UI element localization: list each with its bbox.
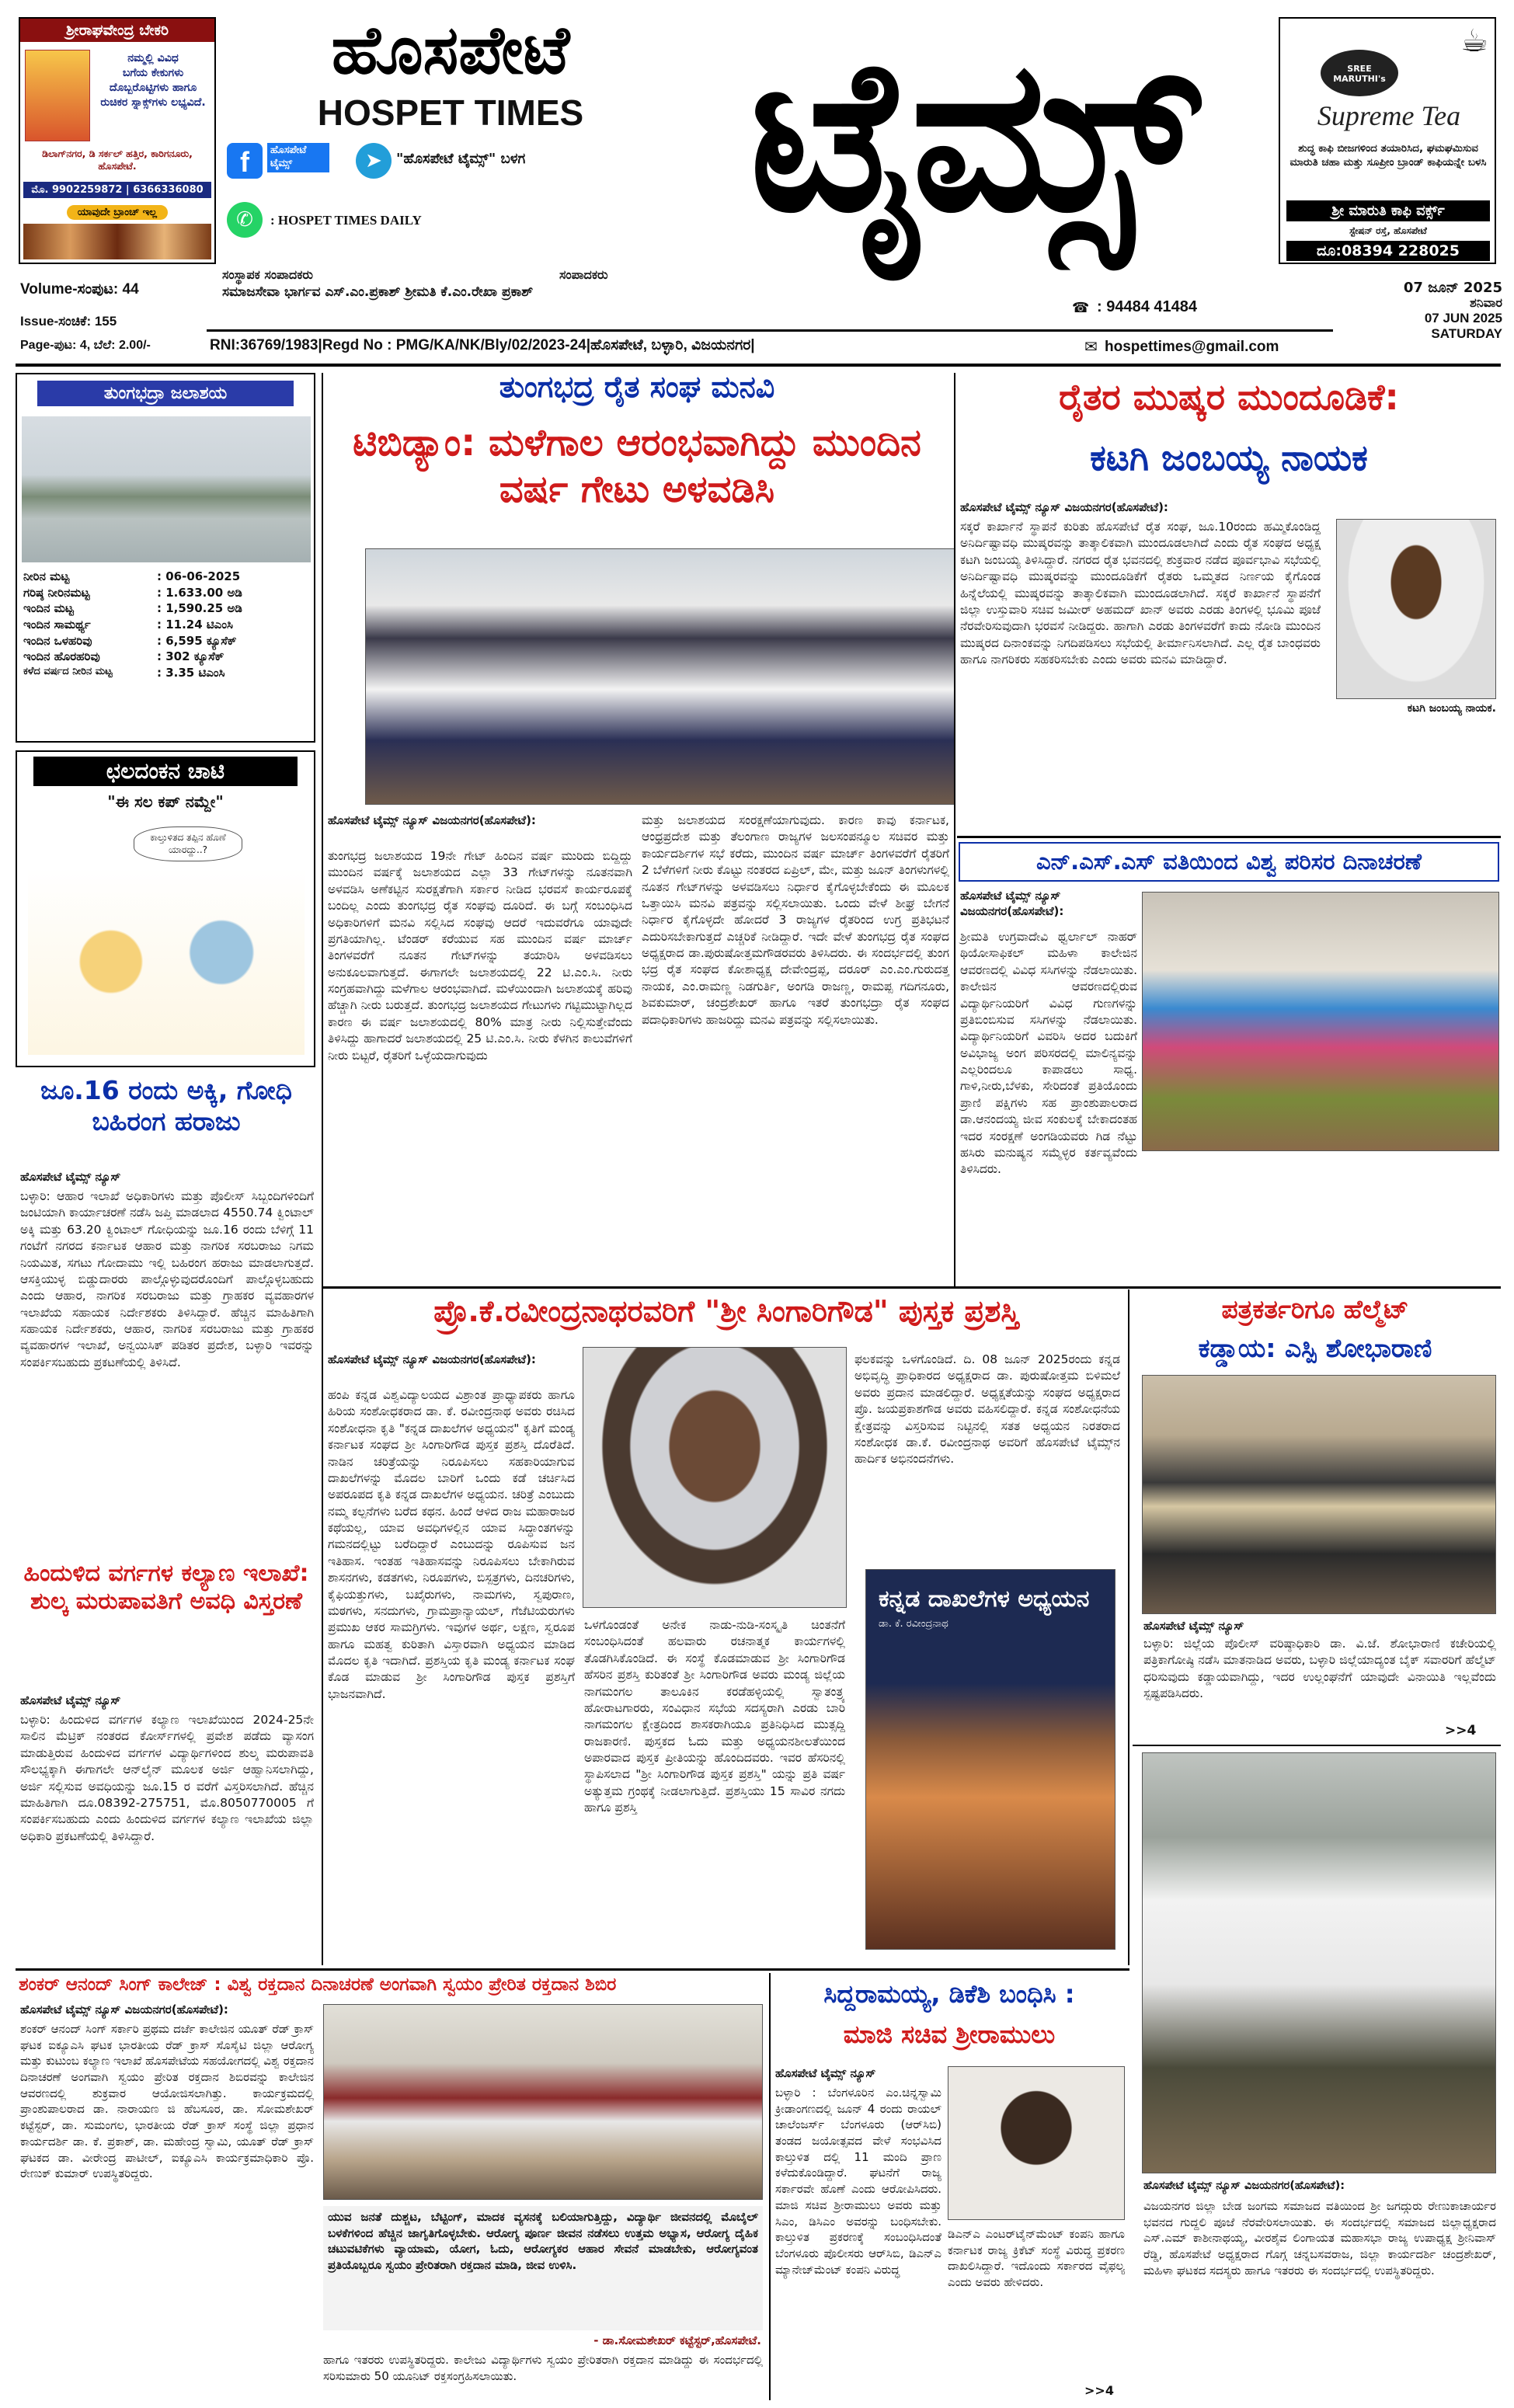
dam-photo xyxy=(22,416,311,562)
strike-text: ಸಕ್ಕರೆ ಕಾರ್ಖಾನೆ ಸ್ಥಾಪನೆ ಕುರಿತು ಹೊಸಪೇಟೆ ರೈತ ಸಂಘ, ಜೂ.10ರಂದು ಹಮ್ಮಿಕೊಂಡಿದ್ದ ಅನಿರ್ದಿಷ್ಟಾವಧಿ ಮುಷ್ಕರವನ್ನು ತಾತ್ಕಾಲಿಕವಾಗಿ ಮುಂದೂಡಲಾಗಿದೆ ಎಂದು ರೈತ ಸಂಘದ ಅಧ್ಯಕ್ಷ ಕಟಗಿ ಜಂಬಯ್ಯ ತಿಳಿಸಿದ್ದಾರೆ. ನಗರದ ರೈತ ಭವನದಲ್ಲಿ ಶುಕ್ರವಾರ ನಡೆದ ಪೂರ್ವಭಾವಿ ಸಭೆಯಲ್ಲಿ ಅನಿರ್ದಿಷ್ಟಾವಧಿ ಮುಷ್ಕರವನ್ನು ಮುಂದೂಡಿಕೆಗೆ ರೈತರು ಒಮ್ಮತದ ನಿರ್ಣಯ ಕೈಗೊಂಡ ಹಿನ್ನೆಲೆಯಲ್ಲಿ ಮುಷ್ಕರವನ್ನು ತಾತ್ಕಾಲಿಕವಾಗಿ ಮುಂದೂಡಲಾಗಿದೆ. ಸಕ್ಕರೆ ಕಾರ್ಖಾನೆ ಸ್ಥಾಪನೆಗೆ ಜಿಲ್ಲಾ ಉಸ್ತುವಾರಿ ಸಚಿವ ಜಮೀರ್ ಅಹಮದ್ ಖಾನ್ ಅವರು ಎರಡು ತಿಂಗಳಲ್ಲಿ ಭೂಮಿ ಪೂಜೆ ನೆರವೇರಿಸುವುದಾಗಿ ಭರವಸೆ ನೀಡಿದ್ದರು. ಹಾಗಾಗಿ ಎರಡು ತಿಂಗಳವರೆಗೆ ಕಾದು ನೋಡಿ ಮುಂದಿನ ಮುಷ್ಕರದ ದಿನಾಂಕವನ್ನು ನಿಗದಿಪಡಿಸಲು ಸಭೆಯಲ್ಲಿ ತೀರ್ಮಾನಿಸಲಾಗಿದೆ. ಎಲ್ಲ ರೈತ ಬಾಂಧವರು ಹಾಗೂ ನಾಗರಿಕರು ಸಹಕರಿಸಬೇಕು ಎಂದು ಅವರು ಮನವಿ ಮಾಡಿದ್ದಾರೆ. xyxy=(960,520,1321,666)
tb-headline: ಟಿಬಿಡ್ಯಾಂ: ಮಳೆಗಾಲ ಆರಂಭವಾಗಿದ್ದು ಮುಂದಿನ ವರ್ಷ ಗೇಟು ಅಳವಡಿಸಿ xyxy=(353,421,921,511)
sriramulu-photo xyxy=(948,2066,1125,2220)
volume: Volume-ಸಂಪುಟ: 44 xyxy=(20,281,139,298)
blood-text: ಶಂಕರ್ ಆನಂದ್ ಸಿಂಗ್ ಸರ್ಕಾರಿ ಪ್ರಥಮ ದರ್ಜೆ ಕಾಲೇಜಿನ ಯೂತ್ ರೆಡ್ ಕ್ರಾಸ್ ಘಟಕ ಐಕ್ಯೂಎಸಿ ಘಟಕ ಭಾರತೀಯ ರೆಡ್ ಕ್ರಾಸ್ ಸೊಸೈಟಿ ಜಿಲ್ಲಾ ಆರೋಗ್ಯ ಮತ್ತು ಕುಟುಂಬ ಕಲ್ಯಾಣ ಇಲಾಖೆ ಹೊಸಪೇಟೆಯ ಸಹಯೋಗದಲ್ಲಿ ವಿಶ್ವ ರಕ್ತದಾನ ದಿನಾಚರಣೆ ಅಂಗವಾಗಿ ಸ್ವಯಂ ಪ್ರೇರಿತ ರಕ್ತದಾನ ಶಿಬಿರವನ್ನು ಕಾಲೇಜಿನ ಆವರಣದಲ್ಲಿ ಶುಕ್ರವಾರ ಆಯೋಜಿಸಲಾಗಿತ್ತು. ಕಾರ್ಯಕ್ರಮದಲ್ಲಿ ಪ್ರಾಂಶುಪಾಲರಾದ ಡಾ. ನಾರಾಯಣ ಜಿ ಹೆಬಸೂರ, ಡಾ. ಸೋಮಶೇಖರ್ ಕಟ್ಟೆಸ್ಟರ್, ಡಾ. ಸುಮಂಗಲ, ಭಾರತೀಯ ರೆಡ್ ಕ್ರಾಸ್ ಸಂಸ್ಥೆ ಜಿಲ್ಲಾ ಪ್ರಧಾನ ಕಾರ್ಯದರ್ಶಿ ಡಾ. ಕೆ. ಪ್ರಕಾಶ್, ಡಾ. ಮಹೇಂದ್ರ ಸ್ವಾಮಿ, ಯೂತ್ ರೆಡ್ ಕ್ರಾಸ್ ಘಟಕದ ಡಾ. ವೀರೇಂದ್ರ ಪಾಟೀಲ್, ಐಕ್ಯೂಎಸಿ ಕಾರ್ಯಕ್ರಮಾಧಿಕಾರಿ ಪ್ರೊ. ರೇಣುಕ್ ಕುಮಾರ್ ಉಪಸ್ಥಿತರಿದ್ದರು. xyxy=(20,2022,314,2181)
sriramulu-continued: >>4 xyxy=(1084,2383,1114,2398)
dam-row-label: ನೀರಿನ ಮಟ್ಟ xyxy=(23,569,70,583)
tea-name: Supreme Tea xyxy=(1317,100,1461,131)
dam-row xyxy=(23,665,311,681)
helmet-headline-1: ಪತ್ರಕರ್ತರಿಗೂ ಹೆಲ್ಮೆಟ್ xyxy=(1221,1294,1409,1324)
dam-row-value: : 1,590.25 ಅಡಿ xyxy=(157,601,242,616)
award-col3: ಫಲಕವನ್ನು ಒಳಗೊಂಡಿದೆ. ದಿ. 08 ಜೂನ್ 2025ರಂದು ಕನ್ನಡ ಅಭಿವೃದ್ಧಿ ಪ್ರಾಧಿಕಾರದ ಅಧ್ಯಕ್ಷರಾದ ಡಾ. ಪುರುಷೋತ್ತಮ ಬಿಳಿಮಲೆ ಅವರು ಪ್ರದಾನ ಮಾಡಲಿದ್ದಾರೆ. ಅಧ್ಯಕ್ಷತೆಯನ್ನು ಸಂಘದ ಅಧ್ಯಕ್ಷರಾದ ಪ್ರೊ. ಜಯಪ್ರಕಾಶಗೌಡ ಅವರು ವಹಿಸಲಿದ್ದಾರೆ. ಕನ್ನಡ ಸಂಶೋಧನೆಯ ಕ್ಷೇತ್ರವನ್ನು ವಿಸ್ತರಿಸುವ ನಿಟ್ಟಿನಲ್ಲಿ ಸತತ ಅಧ್ಯಯನ ನಿರತರಾದ ಸಂಶೋಧಕ ಡಾ.ಕೆ. ರವೀಂದ್ರನಾಥ ಅವರಿಗೆ ಹೊಸಪೇಟೆ ಟೈಮ್ಸ್‌ನ ಹಾರ್ದಿಕ ಅಭಿನಂದನೆಗಳು. xyxy=(854,1352,1120,1467)
date-kannada: 07 ಜೂನ್ 2025 xyxy=(1403,280,1502,296)
nss-text: ಶ್ರೀಮತಿ ಉಗ್ರವಾದೇವಿ ಥ್ವರ್ಲಾಲ್ ನಾಹರ್ ಥಿಯೋಸಾಫಿಕಲ್ ಮಹಿಳಾ ಕಾಲೇಜಿನ ಆವರಣದಲ್ಲಿ ವಿವಿಧ ಸಸಿಗಳನ್ನು ನೆಡಲಾಯಿತು. ಕಾಲೇಜಿನ ಆವರಣದಲ್ಲಿರುವ ವಿದ್ಯಾರ್ಥಿನಿಯರಿಗೆ ವಿವಿಧ ಗುಣಗಳನ್ನು ಪ್ರತಿಬಿಂಬಿಸುವ ಸಸಿಗಳನ್ನು ನೆಡಲಾಯಿತು. ವಿದ್ಯಾರ್ಥಿನಿಯರಿಗೆ ವಿವರಿಸಿ ಅದರ ಬದುಕಿಗೆ ಅವಿಭಾಜ್ಯ ಅಂಗ ಪರಿಸರದಲ್ಲಿ ಮಾಲಿನ್ಯವನ್ನು ಎಲ್ಲರಿಂದಲೂ ಕಾಪಾಡಲು ಸಾಧ್ಯ. ಗಾಳಿ,ನೀರು,ಬೆಳಕು, ಸೇರಿದಂತೆ ಪ್ರತಿಯೊಂದು ಪ್ರಾಣಿ ಪಕ್ಷಿಗಳು ಸಹ ಪ್ರಾಂಶುಪಾಲರಾದ ಡಾ.ಆನಂದಯ್ಯ ಜೀವ ಸಂಕುಲಕ್ಕೆ ಬೇಕಾದಂತಹ ಇದರ ಸಂರಕ್ಷಣೆ ಅಂಗಡಿಯವರು ಗಿಡ ನೆಟ್ಟು ಹಸಿರು ಮನುಷ್ಯನ ಸಮ್ಮೆಳ್ಳರ ಕರ್ತವ್ಯವೆಂದು ತಿಳಿಸಿದರು. xyxy=(960,930,1137,1177)
tb-kicker: ತುಂಗಭದ್ರ ರೈತ ಸಂಘ ಮನವಿ xyxy=(499,370,775,404)
registration: RNI:36769/1983|Regd No : PMG/KA/NK/Bly/02/2023-24|ಹೊಸಪೇಟೆ, ಬಳ್ಳಾರಿ, ವಿಜಯನಗರ| xyxy=(210,337,755,353)
dam-row-label: ಕಳೆದ ವರ್ಷದ ನೀರಿನ ಮಟ್ಟ xyxy=(23,666,113,678)
sriramulu-byline: ಹೊಸಪೇಟೆ ಟೈಮ್ಸ್ ನ್ಯೂಸ್ xyxy=(775,2066,876,2080)
dam-row-value: : 3.35 ಟಿಎಂಸಿ xyxy=(157,666,225,680)
helmet-headline-2: ಕಡ್ಡಾಯ: ಎಸ್ಪಿ ಶೋಭಾರಾಣಿ xyxy=(1198,1333,1432,1363)
bakery-phone: ಮೊ. 9902259872 | 6366336080 xyxy=(23,182,211,198)
dam-row-value: : 11.24 ಟಿಎಂಸಿ xyxy=(157,618,233,632)
whatsapp-label: : HOSPET TIMES DAILY xyxy=(270,213,422,228)
bakery-line: ನಮ್ಮಲ್ಲಿ ವಿವಿಧ xyxy=(127,52,179,64)
dam-row-label: ಇಂದಿನ ಒಳಹರಿವು xyxy=(23,633,92,648)
deity-image xyxy=(25,50,90,141)
whatsapp-icon[interactable]: ✆ xyxy=(227,202,263,238)
bhoomi-byline: ಹೊಸಪೇಟೆ ಟೈಮ್ಸ್ ನ್ಯೂಸ್ ವಿಜಯನಗರ(ಹೊಸಪೇಟೆ): xyxy=(1143,2180,1345,2192)
dam-row xyxy=(23,633,311,649)
cartoon-caption: "ಈ ಸಲ ಕಪ್ ನಮ್ದೇ" xyxy=(107,792,224,811)
dam-row xyxy=(23,600,311,617)
facebook-icon[interactable]: f xyxy=(227,143,263,179)
nss-byline: ಹೊಸಪೇಟೆ ಟೈಮ್ಸ್ ನ್ಯೂಸ್ ವಿಜಯನಗರ(ಹೊಸಪೇಟೆ): xyxy=(960,889,1064,918)
blood-headline: ಶಂಕರ್ ಆನಂದ್ ಸಿಂಗ್ ಕಾಲೇಜ್ : ವಿಶ್ವ ರಕ್ತದಾನ ದಿನಾಚರಣೆ ಅಂಗವಾಗಿ ಸ್ವಯಂ ಪ್ರೇರಿತ ರಕ್ತದಾನ ಶಿಬಿರ xyxy=(19,1975,617,1995)
strike-headline-1: ರೈತರ ಮುಷ್ಕರ ಮುಂದೂಡಿಕೆ: xyxy=(1059,376,1399,418)
helmet-photo xyxy=(1142,1375,1496,1614)
award-byline: ಹೊಸಪೇಟೆ ಟೈಮ್ಸ್ ನ್ಯೂಸ್ ವಿಜಯನಗರ(ಹೊಸಪೇಟೆ): xyxy=(328,1352,536,1366)
blood-quote-author: - ಡಾ.ಸೋಮಶೇಖರ್ ಕಟ್ಟೆಸ್ಟರ್,ಹೊಸಪೇಟೆ. xyxy=(593,2333,761,2347)
cartoon-illustration xyxy=(28,868,305,1055)
day-kannada: ಶನಿವಾರ xyxy=(1469,295,1502,311)
strike-photo-caption: ಕಟಗಿ ಜಂಬಯ್ಯ ನಾಯಕ. xyxy=(1407,702,1496,715)
dam-row-value: : 302 ಕ್ಯೂಸೆಕ್ xyxy=(157,649,224,664)
dam-row-value: : 6,595 ಕ್ಯೂಸೆಕ್ xyxy=(157,633,237,648)
bakery-tag: ಯಾವುದೇ ಬ್ರಾಂಚ್ ಇಲ್ಲ xyxy=(67,205,168,220)
sriramulu-col1: ಬಳ್ಳಾರಿ : ಬೆಂಗಳೂರಿನ ಎಂ.ಚಿನ್ನಸ್ವಾಮಿ ಕ್ರೀಡಾಂಗಣದಲ್ಲಿ ಜೂನ್ 4 ರಂದು ರಾಯಲ್ ಚಾಲೆಂಜರ್ಸ್ ಬೆಂಗಳೂರು (ಆರ್‌ಸಿಬಿ) ತಂಡದ ಜಯೋತ್ಸವದ ವೇಳೆ ಸಂಭವಿಸಿದ ಕಾಲ್ತುಳಿತ ದಲ್ಲಿ 11 ಮಂದಿ ಪ್ರಾಣ ಕಳೆದುಕೊಂಡಿದ್ದಾರೆ. ಘಟನೆಗೆ ರಾಜ್ಯ ಸರ್ಕಾರವೇ ಹೊಣೆ ಎಂದು ಆರೋಪಿಸಿದರು. ಮಾಜಿ ಸಚಿವ ಶ್ರೀರಾಮುಲು ಅವರು ಮತ್ತು ಸಿಎಂ, ಡಿಸಿಎಂ ಅವರನ್ನು ಬಂಧಿಸಬೇಕು. ಕಾಲ್ತುಳಿತ ಪ್ರಕರಣಕ್ಕೆ ಸಂಬಂಧಿಸಿದಂತೆ ಬೆಂಗಳೂರು ಪೊಲೀಸರು ಆರ್‌ಸಿಬಿ, ಡಿಎನ್‌ಎ ಮ್ಯಾನೇಜ್‌ಮೆಂಟ್ ಕಂಪನಿ ವಿರುದ್ಧ xyxy=(775,2086,941,2277)
dam-row-label: ಇಂದಿನ ಹೊರಹರಿವು xyxy=(23,649,100,664)
strike-headline-2: ಕಟಗಿ ಜಂಬಯ್ಯ ನಾಯಕ xyxy=(1090,437,1368,478)
strike-byline: ಹೊಸಪೇಟೆ ಟೈಮ್ಸ್ ನ್ಯೂಸ್ ವಿಜಯನಗರ(ಹೊಸಪೇಟೆ): xyxy=(960,500,1168,514)
cartoon-bubble: ಕಾಲ್ತುಳಿತದ ತಪ್ಪಿನ ಹೊಣೆ ಯಾರದ್ದು..? xyxy=(134,826,242,861)
dam-title: ತುಂಗಭದ್ರಾ ಜಲಾಶಯ xyxy=(37,381,294,406)
editor-label: ಸಂಪಾದಕರು xyxy=(559,267,608,282)
cartoon-box xyxy=(16,750,315,1067)
blood-photo xyxy=(323,2004,763,2200)
rice-text: ಬಳ್ಳಾರಿ: ಆಹಾರ ಇಲಾಖೆ ಅಧಿಕಾರಿಗಳು ಮತ್ತು ಪೊಲೀಸ್ ಸಿಬ್ಬಂದಿಗಳಿಂದಿಗೆ ಜಂಟಿಯಾಗಿ ಕಾರ್ಯಾಚರಣೆ ನಡೆಸಿ ಜಪ್ತಿ ಮಾಡಲಾದ 4550.74 ಕ್ವಿಂಟಾಲ್ ಅಕ್ಕಿ ಮತ್ತು 63.20 ಕ್ವಿಂಟಾಲ್ ಗೋಧಿಯನ್ನು ಜೂ.16 ರಂದು ಬೆಳಿಗ್ಗೆ 11 ಗಂಟೆಗೆ ನಗರದ ಕರ್ನಾಟಕ ಆಹಾರ ಮತ್ತು ನಾಗರಿಕ ಸರಬರಾಜು ನಿಗಮ ನಿಯಮಿತ, ಸಗಟು ಗೋದಾಮು ಇಲ್ಲಿ ಬಹಿರಂಗ ಹರಾಜು ಮಾಡಲಾಗುತ್ತದೆ. ಆಸಕ್ತಿಯುಳ್ಳ ಬಿಡ್ಡುದಾರರು ಪಾಲ್ಗೊಳ್ಳುವುದರೊಂದಿಗೆ ಪಾಲ್ಗೊಳ್ಳಬಹುದು ಎಂದು ಆಹಾರ, ನಾಗರಿಕ ಸರಬರಾಜು ಮತ್ತು ಗ್ರಾಹಕರ ವ್ಯವಹಾರಗಳ ಇಲಾಖೆಯ ಸಹಾಯಕ ನಿರ್ದೇಶಕರು ತಿಳಿಸಿದ್ದಾರೆ. ಹೆಚ್ಚಿನ ಮಾಹಿತಿಗಾಗಿ ಸಹಾಯಕ ನಿರ್ದೇಶಕರು, ಆಹಾರ, ನಾಗರಿಕ ಸರಬರಾಜು ಮತ್ತು ಗ್ರಾಹಕರ ವ್ಯವಹಾರಗಳ ಇಲಾಖೆ, ಅನ್ವಯಿಸಿಕ್ ಪಡಿತರ ಪ್ರದೇಶ, ಬಳ್ಳಾರಿ ಇವರನ್ನು ಸಂಪರ್ಕಿಸಬಹುದು ಪ್ರಕಟಣೆಯಲ್ಲಿ ತಿಳಿಸಿದೆ. xyxy=(20,1189,314,1369)
dam-row xyxy=(23,585,311,601)
dam-box xyxy=(16,373,315,743)
nss-headline: ಎನ್.ಎಸ್.ಎಸ್ ವತಿಯಿಂದ ವಿಶ್ವ ಪರಿಸರ ದಿನಾಚರಣೆ xyxy=(959,842,1499,882)
rice-headline: ಜೂ.16 ರಂದು ಅಕ್ಕಿ, ಗೋಧಿ ಬಹಿರಂಗ ಹರಾಜು xyxy=(40,1075,292,1136)
strike-photo xyxy=(1336,519,1496,699)
book-author: ಡಾ. ಕೆ. ರವೀಂದ್ರನಾಥ xyxy=(879,1618,948,1630)
dam-row-value: : 1.633.00 ಅಡಿ xyxy=(157,585,242,600)
phone: : 94484 41484 xyxy=(1097,298,1198,315)
title-english: HOSPET TIMES xyxy=(317,92,584,133)
tea-ad xyxy=(1279,17,1496,264)
phone-icon: ☎ xyxy=(1072,300,1090,316)
tea-address: ಸ್ಟೇಷನ್ ರಸ್ತೆ, ಹೊಸಪೇಟೆ xyxy=(1349,225,1427,236)
tea-cup-icon: ☕ xyxy=(1460,23,1488,59)
founder-editor-label: ಸಂಸ್ಥಾಪಕ ಸಂಪಾದಕರು xyxy=(222,267,313,282)
sriramulu-headline-2: ಮಾಜಿ ಸಚಿವ ಶ್ರೀರಾಮುಲು xyxy=(843,2020,1056,2049)
bakery-ad-title: ಶ್ರೀರಾಘವೇಂದ್ರ ಬೇಕರಿ xyxy=(20,19,214,42)
cartoon-title: ಛಲದಂಕನ ಚಾಟಿ xyxy=(33,757,298,786)
bakery-ad xyxy=(19,17,216,264)
bakery-line: ದೊಬ್ಬರೊಟ್ಟಿಗಳು ಹಾಗೂ xyxy=(109,81,197,94)
rice-byline: ಹೊಸಪೇಟೆ ಟೈಮ್ಸ್ ನ್ಯೂಸ್ xyxy=(20,1170,121,1184)
backward-headline: ಹಿಂದುಳಿದ ವರ್ಗಗಳ ಕಲ್ಯಾಣ ಇಲಾಖೆ: ಶುಲ್ಕ ಮರುಪಾವತಿಗೆ ಅವಧಿ ವಿಸ್ತರಣೆ xyxy=(23,1560,309,1615)
title-kannada: ಹೊಸಪೇಟೆ xyxy=(331,12,570,89)
dam-row-label: ಇಂದಿನ ಮಟ್ಟ xyxy=(23,601,74,616)
tea-brand: SREE MARUTHI's xyxy=(1321,50,1398,96)
tb-col2: ಮತ್ತು ಜಲಾಶಯದ ಸಂರಕ್ಷಣೆಯಾಗುವುದು. ಕಾರಣ ಕಾವು ಕರ್ನಾಟಕ, ಆಂಧ್ರಪ್ರದೇಶ ಮತ್ತು ತೆಲಂಗಾಣ ರಾಜ್ಯಗಳ ಜಲಸಂಪನ್ಮೂಲ ಸಚಿವರ ಮತ್ತು ಕಾರ್ಯದರ್ಶಿಗಳ ಸಭೆ ಕರೆದು, ಮುಂದಿನ ವರ್ಷ ಮಾರ್ಚ್ ತಿಂಗಳವರೆಗೆ ರೈತರಿಗೆ 2 ಬೆಳೆಗಳಿಗೆ ನೀರು ಕೊಟ್ಟು ನಂತರದ ಏಪ್ರಿಲ್, ಮೇ, ಮತ್ತು ಜೂನ್ ತಿಂಗಳುಗಳಲ್ಲಿ ನೂತನ ಗೇಟ್‌ಗಳನ್ನು ಅಳವಡಿಸಲು ನಿರ್ಧಾರ ಕೈಗೊಳ್ಳಬೇಕೆಂದು ಈ ಮೂಲಕ ಒತ್ತಾಯಿಸಿ ಮನವಿ ಪತ್ರವನ್ನು ಸಲ್ಲಿಸಲಾಯಿತು. ಒಂದು ವೇಳೆ ಶೀಘ್ರ ಬೇಗನೆ ನಿರ್ಧಾರ ಕೈಗೊಳ್ಳದೇ ಹೋದರೆ 3 ರಾಜ್ಯಗಳ ರೈತರಿಂದ ಉಗ್ರ ಪ್ರತಿಭಟನೆ ಎದುರಿಸಬೇಕಾಗುತ್ತದೆ ಎಚ್ಚರಿಕೆ ನೀಡಿದ್ದಾರೆ. ಇದೇ ವೇಳೆ ತುಂಗಭದ್ರ ರೈತ ಸಂಘದ ಅಧ್ಯಕ್ಷರಾದ ಡಾ.ಪುರುಷೋತ್ತಮಗೌಡರವರು ತಿಳಿಸಿದರು. ಈ ಸಂದರ್ಭದಲ್ಲಿ ತುಂಗ ಭದ್ರ ರೈತ ಸಂಘದ ಕೋಶಾಧ್ಯಕ್ಷ ದೇವೇಂದ್ರಪ್ಪ, ದರೂರ್ ಎಂ.ಎಂ.ಗುರುದತ್ತ ನಾಯಕ, ಎಂ.ರಾಮಣ್ಣ ನಿಡಗುರ್ತಿ, ಅಂಗಡಿ ರಾಜಣ್ಣ, ರಾಮಪ್ಪ ಗದಿಗನೂರು, ಶಿವಕುಮಾರ್, ಚಂದ್ರಶೇಖರ್ ಹಾಗೂ ಇತರೆ ತುಂಗಭದ್ರಾ ರೈತ ಸಂಘದ ಪದಾಧಿಕಾರಿಗಳು ಹಾಜರಿದ್ದು ಮನವಿ ಪತ್ರವನ್ನು ಸಲ್ಲಿಸಲಾಯಿತು. xyxy=(642,813,949,1027)
tea-phone: ದೂ:08394 228025 xyxy=(1286,241,1490,261)
award-col2: ಒಳಗೊಂಡಂತೆ ಅನೇಕ ನಾಡು-ನುಡಿ-ಸಂಸ್ಕೃತಿ ಚಿಂತನೆಗೆ ಸಂಬಂಧಿಸಿದಂತೆ ಹಲವಾರು ರಚನಾತ್ಮಕ ಕಾರ್ಯಗಳಲ್ಲಿ ತೊಡಗಿಸಿಕೊಂಡಿದೆ. ಈ ಸಂಸ್ಥೆ ಕೊಡಮಾಡುವ ಶ್ರೀ ಸಿಂಗಾರಿಗೌಡ ಹೆಸರಿನ ಪ್ರಶಸ್ತಿ ಕುರಿತಂತೆ ಶ್ರೀ ಸಿಂಗಾರಿಗೌಡ ಅವರು ಮಂಡ್ಯ ಜಿಲ್ಲೆಯ ನಾಗಮಂಗಲ ತಾಲೂಕಿನ ಕರಡೆಹಳ್ಳಿಯಲ್ಲಿ ಸ್ವಾತಂತ್ರ್ಯ ಹೋರಾಟಗಾರರು, ಸಂವಿಧಾನ ಸಭೆಯ ಸದಸ್ಯರಾಗಿ ಎರಡು ಬಾರಿ ನಾಗಮಂಗಲ ಕ್ಷೇತ್ರದಿಂದ ಶಾಸಕರಾಗಿಯೂ ಪ್ರತಿನಿಧಿಸಿದ ಮುತ್ಸದ್ದಿ ರಾಜಕಾರಣಿ. ಪುಸ್ತಕದ ಓದು ಮತ್ತು ಅಧ್ಯಯನಶೀಲತೆಯಿಂದ ಅಪಾರವಾದ ಪುಸ್ತಕ ಪ್ರೀತಿಯನ್ನು ಹೊಂದಿದವರು. ಇವರ ಹೆಸರಿನಲ್ಲಿ ಸ್ಥಾಪಿಸಲಾದ "ಶ್ರೀ ಸಿಂಗಾರಿಗೌಡ ಪುಸ್ತಕ ಪ್ರಶಸ್ತಿ" ಯನ್ನು ಪ್ರತಿ ವರ್ಷ ಅತ್ಯುತ್ತಮ ಗ್ರಂಥಕ್ಕೆ ನೀಡಲಾಗುತ್ತಿದೆ. ಪ್ರಶಸ್ತಿಯು 15 ಸಾವಿರ ನಗದು ಹಾಗೂ ಪ್ರಶಸ್ತಿ xyxy=(584,1618,845,1815)
bhoomi-puja-photo xyxy=(1142,1752,1496,2173)
backward-byline: ಹೊಸಪೇಟೆ ಟೈಮ್ಸ್ ನ್ಯೂಸ್ xyxy=(20,1693,121,1707)
mail-icon: ✉ xyxy=(1084,337,1098,356)
date-english: 07 JUN 2025 xyxy=(1424,311,1502,326)
bhoomi-text: ವಿಜಯನಗರ ಜಿಲ್ಲಾ ಬೇಡ ಜಂಗಮ ಸಮಾಜದ ವತಿಯಿಂದ ಶ್ರೀ ಜಗದ್ಗುರು ರೇಣುಕಾಚಾರ್ಯರ ಭವನದ ಗುದ್ದಲಿ ಪೂಜೆ ನೆರವೇರಿಸಲಾಯಿತು. ಈ ಸಂದರ್ಭದಲ್ಲಿ ಸಮಾಜದ ಜಿಲ್ಲಾಧ್ಯಕ್ಷರಾದ ಎಸ್.ಎಮ್ ಕಾಶೀನಾಥಯ್ಯ, ವೀರಶೈವ ಲಿಂಗಾಯತ ಮಹಾಸಭಾ ರಾಜ್ಯ ಉಪಾಧ್ಯಕ್ಷ ಶ್ರೀನಿವಾಸ್ ರೆಡ್ಡಿ, ಹೊಸಪೇಟೆ ಅಧ್ಯಕ್ಷರಾದ ಗೊಗ್ಗ ಚನ್ನಬಸವರಾಜ, ಜಿಲ್ಲಾ ಕಾರ್ಯದರ್ಶಿ ಚಂದ್ರಶೇಖರ್, ಮಹಿಳಾ ಘಟಕದ ಸದಸ್ಯರು ಹಾಗೂ ಇತರರು ಈ ಸಂದರ್ಭದಲ್ಲಿ ಉಪಸ್ಥಿತರಿದ್ದರು. xyxy=(1143,2199,1496,2278)
book-cover xyxy=(865,1569,1115,1950)
dam-row xyxy=(23,617,311,633)
bakery-line: ಬಗೆಯ ಕೇಕುಗಳು xyxy=(122,66,184,79)
dam-row xyxy=(23,569,311,585)
editors-names: ಸಮಾಜಸೇವಾ ಭಾರ್ಗವ ಎಸ್.ಎಂ.ಪ್ರಕಾಶ್ ಶ್ರೀಮತಿ ಕೆ.ಎಂ.ರೇಖಾ ಪ್ರಕಾಶ್ xyxy=(222,284,534,300)
email: hospettimes@gmail.com xyxy=(1105,339,1279,355)
blood-quote: ಯುವ ಜನತೆ ದುಶ್ಚಟ, ಬೆಟ್ಟಿಂಗ್, ಮಾದಕ ವ್ಯಸನಕ್ಕೆ ಬಲಿಯಾಗುತ್ತಿದ್ದು, ವಿದ್ಯಾರ್ಥಿ ಜೀವನದಲ್ಲಿ ಮೊಬೈಲ್ ಬಳಕೆಗಳಿಂದ ಹೆಚ್ಚಿನ ಜಾಗೃತಿಗೊಳ್ಳಬೇಕು. ಆರೋಗ್ಯ ಪೂರ್ಣ ಜೀವನ ನಡೆಸಲು ಉತ್ತಮ ಅಭ್ಯಾಸ, ಆರೋಗ್ಯ ದೈಹಿಕ ಚಟುವಟಿಕೆಗಳು ವ್ಯಾಯಾಮ, ಯೋಗ, ಓದು, ಆರೋಗ್ಯಕರ ಆಹಾರ ಸೇವನೆ ಮಾಡಬೇಕು, ಆರೋಗ್ಯವಂತ ಪ್ರತಿಯೊಬ್ಬರೂ ಸ್ವಯಂ ಪ್ರೇರಿತರಾಗಿ ರಕ್ತದಾನ ಮಾಡಿ, ಜೀವ ಉಳಿಸಿ. xyxy=(323,2206,763,2330)
telegram-label: "ಹೊಸಪೇಟೆ ಟೈಮ್ಸ್" ಬಳಗ xyxy=(396,151,526,167)
book-title: ಕನ್ನಡ ದಾಖಲೆಗಳ ಅಧ್ಯಯನ xyxy=(879,1585,1090,1613)
bakery-address: ಡಿಲಾಗ್‌ನಗರ, ಡಿ ಸರ್ಕಲ್ ಹತ್ತಿರ, ಕಾರಿಗನೂರು, ಹೊಸಪೇಟೆ. xyxy=(42,148,193,172)
cakes-image xyxy=(23,224,211,259)
helmet-text: ಬಳ್ಳಾರಿ: ಜಿಲ್ಲೆಯ ಪೊಲೀಸ್ ವರಿಷ್ಠಾಧಿಕಾರಿ ಡಾ. ವಿ.ಜೆ. ಶೋಭಾರಾಣಿ ಕಚೇರಿಯಲ್ಲಿ ಪತ್ರಿಕಾಗೋಷ್ಠಿ ನಡೆಸಿ ಮಾತನಾಡಿದ ಅವರು, ಬಳ್ಳಾರಿ ಜಿಲ್ಲೆಯಾದ್ಯಂತ ಬೈಕ್ ಸವಾರರಿಗೆ ಹೆಲ್ಮೆಟ್ ಧರಿಸುವುದು ಕಡ್ಡಾಯವಾಗಿದ್ದು, ಇದರ ಉಲ್ಲಂಘನೆಗೆ ಯಾವುದೇ ವಿನಾಯಿತಿ ಇಲ್ಲವೆಂದು ಸ್ಪಷ್ಟಪಡಿಸಿದರು. xyxy=(1143,1637,1496,1701)
dam-row xyxy=(23,649,311,665)
award-col1: ಹಂಪಿ ಕನ್ನಡ ವಿಶ್ವವಿದ್ಯಾಲಯದ ವಿಶ್ರಾಂತ ಪ್ರಾಧ್ಯಾಪಕರು ಹಾಗೂ ಹಿರಿಯ ಸಂಶೋಧಕರಾದ ಡಾ. ಕೆ. ರವೀಂದ್ರನಾಥ ಅವರು ರಚಿಸಿದ ಸಂಶೋಧನಾ ಕೃತಿ "ಕನ್ನಡ ದಾಖಲೆಗಳ ಅಧ್ಯಯನ" ಕೃತಿಗೆ ಮಂಡ್ಯ ಕರ್ನಾಟಕ ಸಂಘದ ಶ್ರೀ ಸಿಂಗಾರಿಗೌಡ ಪುಸ್ತಕ ಪ್ರಶಸ್ತಿ ದೊರೆತಿದೆ. ನಾಡಿನ ಚರಿತ್ರೆಯನ್ನು ನಿರೂಪಿಸಲು ಸಹಕಾರಿಯಾಗುವ ದಾಖಲೆಗಳನ್ನು ಮೊದಲ ಬಾರಿಗೆ ಒಂದು ಕಡೆ ಚರ್ಚಿಸಿದ ಅಪರೂಪದ ಕೃತಿ ಕನ್ನಡ ದಾಖಲೆಗಳ ಅಧ್ಯಯನ. ಚರಿತ್ರೆ ಎಂಬುದು ನಮ್ಮ ಕಲ್ಪನೆಗಳು ಬರೆದ ಕಥನ. ಹಿಂದೆ ಆಳಿದ ರಾಜ ಮಹಾರಾಜರ ಕಥೆಯಲ್ಲ, ಯಾವ ಅವಧಿಗಳಲ್ಲಿನ ಯಾವ ಸಿದ್ಧಾಂತಗಳನ್ನು ಗಮನದಲ್ಲಿಟ್ಟು ಬರೆದಿದ್ದಾರೆ ಎಂಬುದನ್ನು ರೂಪಿಸುವ ಜನ ಇತಿಹಾಸ. ಇಂತಹ ಇತಿಹಾಸವನ್ನು ನಿರೂಪಿಸಲು ಬೇಕಾಗಿರುವ ಶಾಸನಗಳು, ಕಡತಗಳು, ನಿರೂಪಗಳು, ಬಿಸ್ಪತ್ರಗಳು, ದಿನಚರಿಗಳು, ಕೈಫಿಯತ್ತುಗಳು, ಬಖೈರುಗಳು, ನಾಮಗಳು, ಸ್ವಪುರಾಣ, ಮಠಗಳು, ಸನದುಗಳು, ಗ್ರಾಮಪ್ರಾನ್ಯಾಯಲ್, ಗೆಜೆಟಿಯರುಗಳು ಪ್ರಮುಖ ಆಕರ ಸಾಮಗ್ರಿಗಳು. ಇವುಗಳ ಅರ್ಥ, ಲಕ್ಷಣ, ಸ್ವರೂಪ ಹಾಗೂ ಮಹತ್ವ ಕುರಿತಾಗಿ ವಿಸ್ತಾರವಾಗಿ ಅಧ್ಯಯನ ಮಾಡಿದ ಮೊದಲ ಕೃತಿ ಇದಾಗಿದೆ. ಪ್ರಶಸ್ತಿಯ ಕೃತಿ ಮಂಡ್ಯ ಕರ್ನಾಟಕ ಸಂಘ ಕೊಡ ಮಾಡುವ ಶ್ರೀ ಸಿಂಗಾರಿಗೌಡ ಪುಸ್ತಕ ಪ್ರಶಸ್ತಿಗೆ ಭಾಜನವಾಗಿದೆ. xyxy=(328,1388,575,1701)
tb-col1: ತುಂಗಭದ್ರ ಜಲಾಶಯದ 19ನೇ ಗೇಟ್ ಹಿಂದಿನ ವರ್ಷ ಮುರಿದು ಬಿದ್ದಿದ್ದು ಮುಂದಿನ ವರ್ಷಕ್ಕೆ ಜಲಾಶಯದ ಎಲ್ಲಾ 33 ಗೇಟ್‌ಗಳನ್ನು ನೂತನವಾಗಿ ಅಳವಡಿಸಿ ಅಣೆಕಟ್ಟಿನ ಸುರಕ್ಷತೆಗಾಗಿ ಸರ್ಕಾರ ನೀಡಿದ ಭರವಸೆ ಕಾರ್ಯರೂಪಕ್ಕೆ ಬಂದಿಲ್ಲ ಎಂದು ತುಂಗಭದ್ರ ರೈತ ಸಂಘವು ದೂರಿದೆ. ಈ ಬಗ್ಗೆ ಸಂಬಂಧಿಸಿದ ಅಧಿಕಾರಿಗಳಿಗೆ ಮನವಿ ಸಲ್ಲಿಸಿದ ಸಂಘವು ಆದರೆ ಇದುವರೆಗೂ ಯಾವುದೇ ಪ್ರಗತಿಯಾಗಿಲ್ಲ. ಟೆಂಡರ್ ಕರೆಯುವ ಸಹ ಮುಂದಿನ ವರ್ಷ ಮಾರ್ಚ್ ತಿಂಗಳವರೆಗೆ ನೂತನ ಗೇಟ್‌ಗಳನ್ನು ತಯಾರಿಸಿ ಅಳವಡಿಸಲು ಅನುಕೂಲವಾಗುತ್ತದೆ. ಈಗಾಗಲೇ ಜಲಾಶಯದಲ್ಲಿ 22 ಟಿ.ಎಂ.ಸಿ. ನೀರು ಸಂಗ್ರಹವಾಗಿದ್ದು ಮಳೆಗಾಲ ಆರಂಭವಾಗಿದೆ. ಮಳೆಯಿಂದಾಗಿ ಜಲಾಶಯಕ್ಕೆ ಹರಿವು ಹೆಚ್ಚಾಗಿ ನೀರು ಬರುತ್ತದೆ. ತುಂಗಭದ್ರ ಜಲಾಶಯದ ಗೇಟುಗಳು ಗಟ್ಟಿಮುಟ್ಟಾಗಿಲ್ಲದ ಕಾರಣ ಈ ವರ್ಷ ಜಲಾಶಯದಲ್ಲಿ 80% ಮಾತ್ರ ನೀರು ನಿಲ್ಲಿಸುತ್ತೇವೆಂದು ತಿಳಿಸಿದ್ದು ಹಾಗಾದರೆ ಜಲಾಶಯದಲ್ಲಿ 25 ಟಿ.ಎಂ.ಸಿ. ನೀರು ಕೆಳಗಿನ ಕಾಲುವೆಗಳಿಗೆ ನೀರು ಬಿಟ್ಟರೆ, ರೈತರಿಗೆ ಒಳ್ಳೆಯದಾಗುವುದು xyxy=(328,849,632,1063)
facebook-label: ಹೊಸಪೇಟೆ ಟೈಮ್ಸ್ xyxy=(267,143,329,172)
award-headline: ಪ್ರೊ.ಕೆ.ರವೀಂದ್ರನಾಥರವರಿಗೆ "ಶ್ರೀ ಸಿಂಗಾರಿಗೌಡ" ಪುಸ್ತಕ ಪ್ರಶಸ್ತಿ xyxy=(433,1294,1019,1328)
blood-bottom: ಹಾಗೂ ಇತರರು ಉಪಸ್ಥಿತರಿದ್ದರು. ಕಾಲೇಜು ವಿದ್ಯಾರ್ಥಿಗಳು ಸ್ವಯಂ ಪ್ರೇರಿತರಾಗಿ ರಕ್ತದಾನ ಮಾಡಿದ್ದು ಈ ಸಂದರ್ಭದಲ್ಲಿ ಸರಿಸುಮಾರು 50 ಯೂನಿಟ್ ರಕ್ತಸಂಗ್ರಹಿಸಲಾಯಿತು. xyxy=(323,2353,763,2383)
helmet-continued: >>4 xyxy=(1445,1723,1477,1738)
blood-byline: ಹೊಸಪೇಟೆ ಟೈಮ್ಸ್ ನ್ಯೂಸ್ ವಿಜಯನಗರ(ಹೊಸಪೇಟೆ): xyxy=(20,2003,228,2017)
dam-row-label: ಇಂದಿನ ಸಾಮರ್ಥ್ಯ xyxy=(23,618,91,632)
author-photo xyxy=(583,1347,847,1608)
title-big: ಟೈಮ್ಸ್ xyxy=(750,13,1192,258)
pages-price: Page-ಪುಟ: 4, ಬೆಲೆ: 2.00/- xyxy=(20,339,151,352)
tea-text: ಶುದ್ಧ ಕಾಫಿ ಬೀಜಗಳಿಂದ ತಯಾರಿಸಿದ, ಘಮಘಮಿಸುವ ಮಾರುತಿ ಚಹಾ ಮತ್ತು ಸೂಪ್ರೀಂ ಬ್ರಾಂಡ್ ಕಾಫಿಯನ್ನೇ ಬಳಸಿ xyxy=(1290,142,1487,169)
helmet-byline: ಹೊಸಪೇಟೆ ಟೈಮ್ಸ್ ನ್ಯೂಸ್ xyxy=(1143,1619,1244,1633)
nss-photo xyxy=(1142,892,1499,1151)
telegram-icon[interactable]: ➤ xyxy=(356,143,392,179)
tb-byline: ಹೊಸಪೇಟೆ ಟೈಮ್ಸ್ ನ್ಯೂಸ್ ವಿಜಯನಗರ(ಹೊಸಪೇಟೆ): xyxy=(328,813,536,827)
day-english: SATURDAY xyxy=(1431,326,1502,342)
tb-photo xyxy=(365,548,955,805)
sriramulu-headline-1: ಸಿದ್ದರಾಮಯ್ಯ, ಡಿಕೆಶಿ ಬಂಧಿಸಿ : xyxy=(823,1979,1075,2009)
issue: Issue-ಸಂಚಿಕೆ: 155 xyxy=(20,314,117,329)
backward-text: ಬಳ್ಳಾರಿ: ಹಿಂದುಳಿದ ವರ್ಗಗಳ ಕಲ್ಯಾಣ ಇಲಾಖೆಯಿಂದ 2024-25ನೇ ಸಾಲಿನ ಮೆಟ್ರಿಕ್ ನಂತರದ ಕೋರ್ಸ್‌ಗಳಲ್ಲಿ ಪ್ರವೇಶ ಪಡೆದು ವ್ಯಾಸಂಗ ಮಾಡುತ್ತಿರುವ ಹಿಂದುಳಿದ ವರ್ಗಗಳ ವಿದ್ಯಾರ್ಥಿಗಳಿಂದ ಶುಲ್ಕ ಮರುಪಾವತಿ ಸೌಲಭ್ಯಕ್ಕಾಗಿ ಈಗಾಗಲೇ ಆನ್‌ಲೈನ್ ಮೂಲಕ ಅರ್ಜಿ ಆಹ್ವಾನಿಸಲಾಗಿದ್ದು, ಅರ್ಜಿ ಸಲ್ಲಿಸುವ ಅವಧಿಯನ್ನು ಜೂ.15 ರ ವರೆಗೆ ವಿಸ್ತರಿಸಲಾಗಿದೆ. ಹೆಚ್ಚಿನ ಮಾಹಿತಿಗಾಗಿ ದೂ.08392-275751, ಮೊ.8050770005 ಗೆ ಸಂಪರ್ಕಿಸಬಹುದು ಎಂದು ಹಿಂದುಳಿದ ವರ್ಗಗಳ ಕಲ್ಯಾಣ ಇಲಾಖೆಯ ಜಿಲ್ಲಾ ಅಧಿಕಾರಿ ಪ್ರಕಟಣೆಯಲ್ಲಿ ತಿಳಿಸಿದ್ದಾರೆ. xyxy=(20,1713,314,1843)
tea-works: ಶ್ರೀ ಮಾರುತಿ ಕಾಫಿ ವರ್ಕ್ಸ್ xyxy=(1286,200,1490,221)
dam-row-value: : 06-06-2025 xyxy=(157,569,241,583)
dam-row-label: ಗರಿಷ್ಠ ನೀರಿನಮಟ್ಟ xyxy=(23,585,90,600)
bakery-line: ರುಚಿಕರ ಸ್ನಾಕ್ಸ್‌ಗಳು ಲಭ್ಯವಿದೆ. xyxy=(100,96,206,109)
sriramulu-col2: ಡಿಎನ್‌ಎ ಎಂಟರ್‌ಟೈನ್‌ಮೆಂಟ್ ಕಂಪನಿ ಹಾಗೂ ಕರ್ನಾಟಕ ರಾಜ್ಯ ಕ್ರಿಕೆಟ್ ಸಂಸ್ಥೆ ವಿರುದ್ಧ ಪ್ರಕರಣ ದಾಖಲಿಸಿದ್ದಾರೆ. ಇದೊಂದು ಸರ್ಕಾರದ ವೈಫಲ್ಯ ಎಂದು ಅವರು ಹೇಳಿದರು. xyxy=(948,2227,1125,2290)
